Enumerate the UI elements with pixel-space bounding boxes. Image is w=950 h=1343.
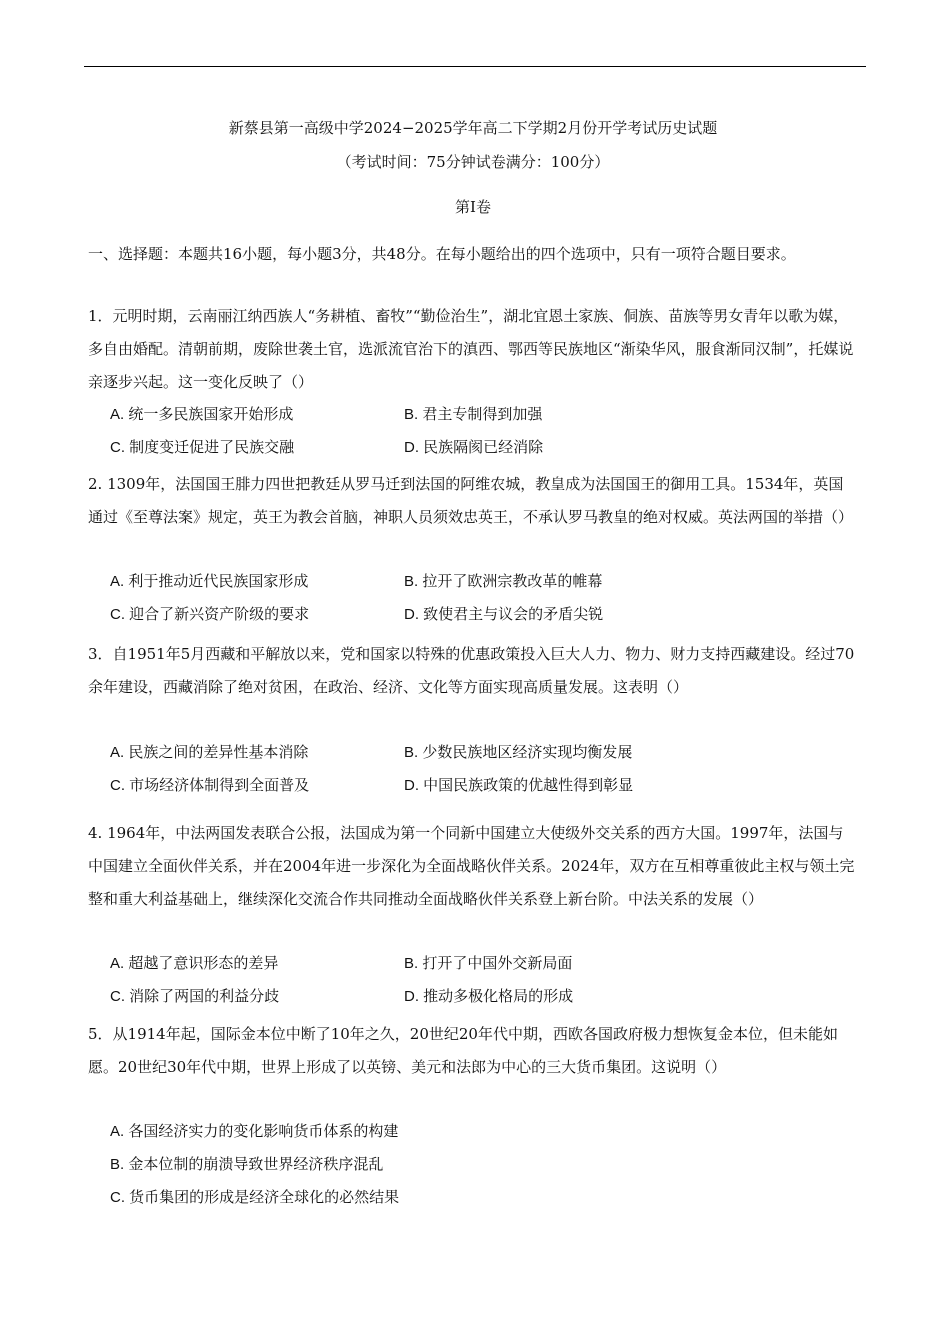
option-b: B. 金本位制的崩溃导致世界经济秩序混乱 <box>110 1156 384 1173</box>
option-d: D. 致使君主与议会的矛盾尖锐 <box>404 606 604 623</box>
question-1 <box>88 300 858 399</box>
option-a: A. 利于推动近代民族国家形成 <box>110 573 309 590</box>
question-5 <box>88 1018 858 1084</box>
question-stem: 5．从1914年起，国际金本位中断了10年之久，20世纪20年代中期，西欧各国政府极力想恢复金本位，但未能如愿。20世纪30年代中期，世界上形成了以英镑、美元和法郎为中心的三大货币集团。这说明（） <box>88 1025 838 1076</box>
option-b: B. 打开了中国外交新局面 <box>404 955 573 972</box>
option-a: A. 统一多民族国家开始形成 <box>110 406 294 423</box>
exam-subtitle: （考试时间：75分钟试卷满分：100分） <box>336 153 610 171</box>
option-a: A. 民族之间的差异性基本消除 <box>110 744 309 761</box>
question-stem: 4. 1964年，中法两国发表联合公报，法国成为第一个同新中国建立大使级外交关系的西方大国。1997年，法国与中国建立全面伙伴关系，并在2004年进一步深化为全面战略伙伴关系。2024年，双方在互相尊重彼此主权与领土完整和重大利益基础上，继续深化交流合作共同推动全面战略伙伴关系登上新台阶。中法关系的发展（） <box>88 824 855 908</box>
header-rule <box>84 66 866 67</box>
volume-label: 第I卷 <box>455 198 491 216</box>
option-a: A. 超越了意识形态的差异 <box>110 955 279 972</box>
question-4 <box>88 817 858 916</box>
question-stem: 3．自1951年5月西藏和平解放以来，党和国家以特殊的优惠政策投入巨大人力、物力、财力支持西藏建设。经过70余年建设，西藏消除了绝对贫困，在政治、经济、文化等方面实现高质量发展。这表明（） <box>88 645 855 696</box>
option-a: A. 各国经济实力的变化影响货币体系的构建 <box>110 1123 399 1140</box>
question-stem: 2. 1309年，法国国王腓力四世把教廷从罗马迁到法国的阿维农城，教皇成为法国国王的御用工具。1534年，英国通过《至尊法案》规定，英王为教会首脑，神职人员须效忠英王，不承认罗马教皇的绝对权威。英法两国的举措（） <box>88 475 854 526</box>
section-instructions: 一、选择题：本题共16小题，每小题3分，共48分。在每小题给出的四个选项中，只有一项符合题目要求。 <box>88 245 796 263</box>
question-3 <box>88 638 858 704</box>
question-stem: 1．元明时期，云南丽江纳西族人“务耕植、畜牧”“勤俭治生”，湖北宜恩土家族、侗族、苗族等男女青年以歌为媒，多自由婚配。清朝前期，废除世袭土官，选派流官治下的滇西、鄂西等民族地区“渐染华风，服食渐同汉制”，托媒说亲逐步兴起。这一变化反映了（） <box>88 307 854 391</box>
option-b: B. 君主专制得到加强 <box>404 406 543 423</box>
option-c: C. 迎合了新兴资产阶级的要求 <box>110 606 310 623</box>
option-c: C. 市场经济体制得到全面普及 <box>110 777 310 794</box>
option-d: D. 推动多极化格局的形成 <box>404 988 574 1005</box>
option-d: D. 民族隔阂已经消除 <box>404 439 544 456</box>
option-b: B. 拉开了欧洲宗教改革的帷幕 <box>404 573 603 590</box>
option-b: B. 少数民族地区经济实现均衡发展 <box>404 744 633 761</box>
option-c: C. 制度变迁促进了民族交融 <box>110 439 295 456</box>
exam-title: 新蔡县第一高级中学2024−2025学年高二下学期2月份开学考试历史试题 <box>228 119 718 137</box>
question-2 <box>88 468 858 534</box>
option-c: C. 消除了两国的利益分歧 <box>110 988 280 1005</box>
option-c: C. 货币集团的形成是经济全球化的必然结果 <box>110 1189 400 1206</box>
option-d: D. 中国民族政策的优越性得到彰显 <box>404 777 634 794</box>
